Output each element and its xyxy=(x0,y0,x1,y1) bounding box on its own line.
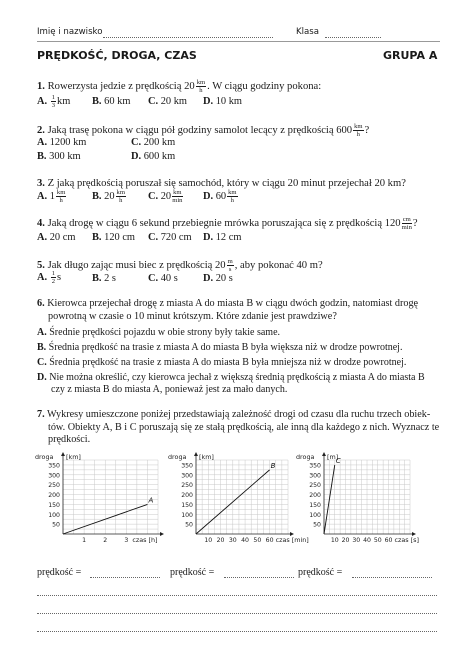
header-divider xyxy=(37,41,440,42)
unit-fraction: $\frac{km}{h}$ xyxy=(196,79,206,94)
answer-label-b: prędkość = xyxy=(170,567,215,578)
x-tick-label: 20 xyxy=(216,537,225,544)
y-tick-label: 150 xyxy=(48,501,60,509)
answer-field-b[interactable] xyxy=(224,577,294,578)
x-tick-label: 30 xyxy=(352,537,361,544)
option-d[interactable]: D. 60 $\frac{km}{h}$ xyxy=(203,189,237,204)
y-tick-label: 250 xyxy=(48,482,60,490)
y-tick-label: 200 xyxy=(48,492,60,500)
option-a[interactable]: A. $\frac{1}{2}$ s xyxy=(37,270,62,285)
option-d[interactable]: D. 10 km xyxy=(203,96,242,107)
y-tick-label: 50 xyxy=(185,521,193,529)
option-c[interactable]: C. 40 s xyxy=(148,273,178,284)
option-b[interactable]: B. Średnia prędkość na trasie z miasta A do miasta B była większa niż w drodze powrotnej. xyxy=(37,342,403,353)
option-d[interactable]: D. 20 s xyxy=(203,273,233,284)
question-4: 4. Jaką drogę w ciągu 6 sekund przebiegnie mrówka poruszająca się z prędkością 120 $\frac{cm}{\min}$ ? xyxy=(37,216,418,231)
y-axis-unit: [km] xyxy=(66,453,81,461)
y-tick-label: 50 xyxy=(52,521,60,529)
y-axis-arrow xyxy=(194,452,198,456)
y-tick-label: 150 xyxy=(181,501,193,509)
y-tick-label: 100 xyxy=(48,511,60,519)
y-axis-arrow xyxy=(322,452,326,456)
x-tick-label: 10 xyxy=(204,537,213,544)
y-tick-label: 100 xyxy=(309,511,321,519)
option-a[interactable]: A. 1200 km xyxy=(37,137,87,148)
unit-fraction: $\frac{cm}{\min}$ xyxy=(401,216,412,231)
x-tick-label: 60 xyxy=(384,537,393,544)
question-number: 1. xyxy=(37,80,45,92)
option-c[interactable]: C. 720 cm xyxy=(148,232,192,243)
x-axis-label: czas [h] xyxy=(132,536,158,544)
y-axis-unit: [km] xyxy=(199,453,214,461)
answer-field-c[interactable] xyxy=(352,577,432,578)
question-5: 5. Jak długo zając musi biec z prędkością 20 $\frac{m}{s}$ , aby pokonać 40 m? xyxy=(37,258,323,273)
option-c[interactable]: C. Średnia prędkość na trasie z miasta A do miasta B była mniejsza niż w drodze powrotnej. xyxy=(37,357,407,368)
option-b[interactable]: B. 20 $\frac{km}{h}$ xyxy=(92,189,125,204)
work-line-3[interactable] xyxy=(37,631,437,632)
x-tick-label: 20 xyxy=(341,537,350,544)
y-tick-label: 200 xyxy=(181,492,193,500)
answer-field-a[interactable] xyxy=(90,577,160,578)
y-tick-label: 300 xyxy=(181,472,193,480)
y-axis-arrow xyxy=(61,452,65,456)
unit-fraction: $\frac{km}{h}$ xyxy=(354,123,363,138)
name-label: Imię i nazwisko xyxy=(37,27,103,37)
chart-b xyxy=(166,450,309,550)
y-tick-label: 50 xyxy=(313,521,321,529)
series-label: B xyxy=(270,461,276,470)
x-tick-label: 10 xyxy=(330,537,339,544)
y-tick-label: 350 xyxy=(309,462,321,470)
y-tick-label: 150 xyxy=(309,501,321,509)
x-tick-label: 50 xyxy=(373,537,382,544)
y-tick-label: 250 xyxy=(309,482,321,490)
option-b[interactable]: B. 2 s xyxy=(92,273,116,284)
option-d[interactable]: D. 12 cm xyxy=(203,232,242,243)
y-axis-label: droga xyxy=(35,453,54,461)
option-d[interactable]: D. Nie można określić, czy kierowca jechał z większą średnią prędkością z miasta A do miasta B xyxy=(37,372,425,383)
question-1: 1. Rowerzysta jedzie z prędkością 20 $\frac{km}{h}$ . W ciągu godziny pokona: xyxy=(37,79,322,94)
name-field[interactable] xyxy=(103,37,273,38)
option-a[interactable]: A. $\frac{1}{3}$ km xyxy=(37,94,71,109)
answer-label-c: prędkość = xyxy=(298,567,343,578)
y-tick-label: 350 xyxy=(181,462,193,470)
option-b[interactable]: B. 120 cm xyxy=(92,232,136,243)
x-tick-label: 30 xyxy=(228,537,237,544)
series-label: A xyxy=(148,496,154,505)
chart-c xyxy=(294,450,418,550)
option-c[interactable]: C. 20 km xyxy=(148,96,187,107)
option-a[interactable]: A. Średnie prędkości pojazdu w obie strony były takie same. xyxy=(37,327,281,338)
y-tick-label: 300 xyxy=(48,472,60,480)
y-axis-label: droga xyxy=(168,453,187,461)
x-tick-label: 40 xyxy=(363,537,371,544)
x-tick-label: 3 xyxy=(124,537,129,544)
x-tick-label: 40 xyxy=(241,537,250,544)
x-axis-label: czas [s] xyxy=(394,536,419,544)
x-tick-label: 1 xyxy=(82,537,87,544)
y-axis-unit: [m] xyxy=(327,453,339,461)
class-field[interactable] xyxy=(325,37,381,38)
question-2: 2. Jaką trasę pokona w ciągu pół godziny samolot lecący z prędkością 600 $\frac{km}{h}$ ? xyxy=(37,123,370,138)
unit-fraction: $\frac{m}{s}$ xyxy=(227,258,233,273)
series-label: C xyxy=(335,456,341,465)
work-line-1[interactable] xyxy=(37,595,437,596)
y-tick-label: 200 xyxy=(309,492,321,500)
y-axis-label: droga xyxy=(296,453,315,461)
work-line-2[interactable] xyxy=(37,613,437,614)
x-tick-label: 60 xyxy=(265,537,274,544)
question-6: 6. Kierowca przejechał drogę z miasta A do miasta B w ciągu dwóch godzin, natomiast drogę powrotną w czasie o 10 minut krótszym. Które zdanie jest prawdziwe? xyxy=(37,298,419,322)
option-b[interactable]: B. 60 km xyxy=(92,96,131,107)
y-tick-label: 300 xyxy=(309,472,321,480)
option-c[interactable]: C. 200 km xyxy=(131,137,176,148)
option-d[interactable]: D. 600 km xyxy=(131,151,176,162)
group-label: GRUPA A xyxy=(383,49,438,62)
option-b[interactable]: B. 300 km xyxy=(37,151,81,162)
x-tick-label: 50 xyxy=(253,537,262,544)
page-title: PRĘDKOŚĆ, DROGA, CZAS xyxy=(37,49,197,62)
answer-label-a: prędkość = xyxy=(37,567,82,578)
x-tick-label: 2 xyxy=(103,537,108,544)
y-tick-label: 250 xyxy=(181,482,193,490)
question-7: 7. Wykresy umieszczone poniżej przedstawiają zależność drogi od czasu dla ruchu trzech obiek- tów. Obiekty A, B i C poruszają się ze stałą prędkością, ale inną dla każdego z nich. Wyznacz te prędkości. xyxy=(37,409,440,446)
question-3: 3. Z jaką prędkością poruszał się samochód, który w ciągu 20 minut przejechał 20 km? xyxy=(37,178,406,189)
option-a[interactable]: A. 1 $\frac{km}{h}$ xyxy=(37,189,66,204)
chart-a xyxy=(30,450,165,550)
x-axis-label: czas [min] xyxy=(275,536,309,544)
option-a[interactable]: A. 20 cm xyxy=(37,232,76,243)
x-axis-arrow xyxy=(160,532,164,536)
y-tick-label: 350 xyxy=(48,462,60,470)
option-d-continued: czy z miasta B do miasta A, ponieważ jest za mało danych. xyxy=(51,384,288,395)
y-tick-label: 100 xyxy=(181,511,193,519)
class-label: Klasa xyxy=(296,27,320,37)
option-c[interactable]: C. 20 $\frac{km}{\min}$ xyxy=(148,189,183,204)
